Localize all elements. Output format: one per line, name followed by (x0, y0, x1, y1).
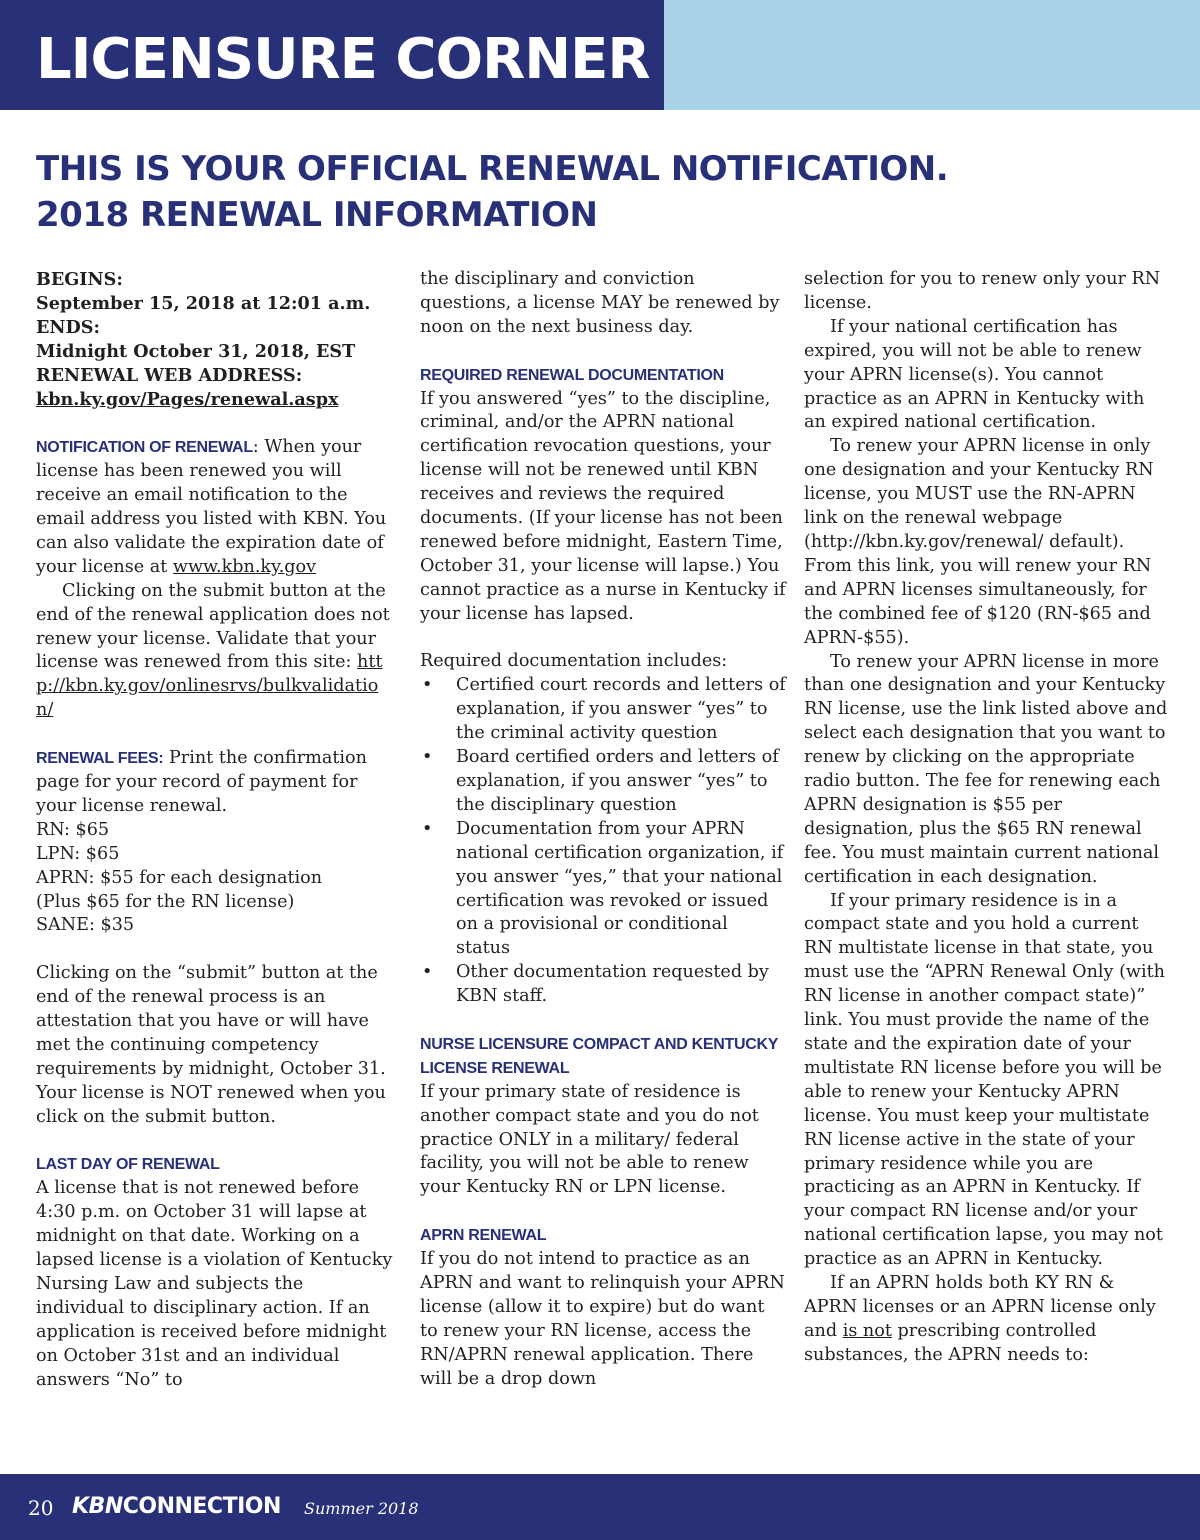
begins-label: BEGINS: (36, 269, 123, 290)
submit-paragraph (36, 580, 394, 723)
expired-certification-paragraph: If your national certification has expired, you will not be able to renew your APRN license(s). You cannot practice as an APRN in Kentucky with an expired national certification. (804, 316, 1145, 433)
aprn-renewal-paragraph: If you do not intend to practice as an APRN and want to relinquish your APRN license (allow it to expire) but do want to renew your RN license, access the RN/APRN renewal application. There will be a drop down (420, 1249, 785, 1389)
page-number: 20 (28, 1496, 54, 1520)
submit-text: Clicking on the submit button at the end of the renewal application does not renew your license. Validate that your license was renewed from this site: (36, 580, 390, 673)
prescribing-text-a: If an APRN holds both KY RN & APRN licenses or an APRN license only and (804, 1273, 1156, 1341)
nurse-licensure-compact-paragraph: If your primary state of residence is another compact state and you do not practice ONLY in a military/ federal facility, you will not be able to renew your Kentucky RN or LPN license. (420, 1081, 759, 1198)
bulk-validation-link[interactable]: http://kbn.ky.gov/onlinesrvs/bulkvalidation/ (36, 652, 383, 721)
documentation-includes: Required documentation includes: (420, 651, 728, 672)
continued-paragraph: the disciplinary and conviction questions, a license MAY be renewed by noon on the next business day. (420, 269, 780, 337)
fee-sane: SANE: $35 (36, 915, 135, 936)
required-documentation-heading: REQUIRED RENEWAL DOCUMENTATION (420, 366, 724, 384)
logo-kbn: KBN (72, 1494, 123, 1519)
fee-lpn: LPN: $65 (36, 843, 120, 864)
prescribing-emphasis: is not (842, 1320, 892, 1341)
logo-connection: CONNECTION (122, 1494, 281, 1519)
last-day-paragraph: A license that is not renewed before 4:30 p.m. on October 31 will lapse at midnight on that date. Working on a lapsed license is a violation of Kentucky Nursing Law and subjects the individual to disciplinary action. If an application is received before midnight on October 31st and an individual answers “No” to (36, 1178, 393, 1390)
notification-paragraph (36, 436, 394, 579)
list-item: • Documentation from your APRN national certification organization, if you answer “yes,” that your national certification was revoked or issued on a provisional or conditional status (420, 818, 786, 961)
list-item: • Board certified orders and letters of explanation, if you answer “yes” to the disciplinary question (420, 746, 786, 818)
headline-line1: THIS IS YOUR OFFICIAL RENEWAL NOTIFICATION. (36, 149, 949, 189)
ends-value: Midnight October 31, 2018, EST (36, 340, 356, 362)
last-day-heading: LAST DAY OF RENEWAL (36, 1156, 220, 1174)
notification-text: : When your license has been renewed you will receive an email notification to the email address you listed with KBN. You can also validate the expiration date of your license at (36, 437, 387, 577)
banner-accent (664, 0, 1200, 110)
page-footer (0, 1474, 1200, 1540)
continued-paragraph: selection for you to renew only your RN license. (804, 269, 1161, 313)
begins-value: September 15, 2018 at 12:01 a.m. (36, 292, 371, 314)
web-address-label: RENEWAL WEB ADDRESS: (36, 364, 303, 386)
kbn-website-link[interactable]: www.kbn.ky.gov (172, 556, 317, 577)
documentation-list (420, 674, 786, 1009)
prescribing-paragraph (804, 1272, 1170, 1368)
list-item: • Certified court records and letters of explanation, if you answer “yes” to the criminal activity question (420, 674, 786, 746)
column-1 (36, 268, 394, 1393)
required-documentation-paragraph: If you answered “yes” to the discipline, criminal, and/or the APRN national certification revocation questions, your license will not be renewed until KBN receives and reviews the required documents. (If your license has not been renewed before midnight, Eastern Time, October 31, your license will lapse.) You cannot practice as a nurse in Kentucky if your license has lapsed. (420, 388, 786, 624)
fee-rn: RN: $65 (36, 819, 110, 840)
section-banner (0, 0, 664, 110)
compact-state-paragraph: If your primary residence is in a compact state and you hold a current RN multistate license in that state, you must use the “APRN Renewal Only (with RN license in another compact state)” link. You must provide the name of the state and the expiration date of your multistate RN license before you will be able to renew your Kentucky APRN license. You must keep your multistate RN license active in the state of your primary residence while you are practicing as an APRN in Kentucky. If your compact RN license and/or your national certification lapse, you may not practice as an APRN in Kentucky. (804, 890, 1166, 1270)
column-2 (420, 268, 786, 1392)
page-headline (36, 146, 948, 238)
one-designation-paragraph: To renew your APRN license in only one designation and your Kentucky RN license, you MUST use the RN-APRN link on the renewal webpage (http://kbn.ky.gov/renewal/ default). From this link, you will renew your RN and APRN licenses simultaneously, for the combined fee of $120 (RN-$65 and APRN-$55). (804, 436, 1154, 648)
publication-logo (72, 1494, 281, 1520)
headline-line2: 2018 RENEWAL INFORMATION (36, 195, 598, 235)
fees-heading: RENEWAL FEES: (36, 750, 164, 768)
nurse-licensure-compact-heading: NURSE LICENSURE COMPACT AND KENTUCKY LICENSE RENEWAL (420, 1035, 778, 1077)
fee-aprn-note: (Plus $65 for the RN license) (36, 891, 295, 912)
prescribing-text-b: prescribing controlled substances, the APRN needs to: (804, 1320, 1097, 1365)
issue-label: Summer 2018 (304, 1499, 419, 1518)
ends-label: ENDS: (36, 316, 100, 338)
list-item: • Other documentation requested by KBN staff. (420, 961, 786, 1009)
section-title: LICENSURE CORNER (36, 27, 650, 92)
renewal-web-link[interactable]: kbn.ky.gov/Pages/renewal.aspx (36, 388, 339, 410)
multiple-designation-paragraph: To renew your APRN license in more than one designation and your Kentucky RN license, use the link listed above and select each designation that you want to renew by clicking on the appropriate radio button. The fee for renewing each APRN designation is $55 per designation, plus the $65 RN renewal fee. You must maintain current national certification in each designation. (804, 651, 1168, 887)
fee-aprn: APRN: $55 for each designation (36, 867, 323, 888)
fees-text: Print the confirmation page for your record of payment for your license renewal. (36, 748, 367, 816)
notification-heading: NOTIFICATION OF RENEWAL (36, 439, 253, 457)
fees-paragraph (36, 747, 394, 819)
aprn-renewal-heading: APRN RENEWAL (420, 1227, 547, 1245)
column-3 (804, 268, 1170, 1368)
attestation-paragraph: Clicking on the “submit” button at the end of the renewal process is an attestation that you have or will have met the continuing competency requirements by midnight, October 31. Your license is NOT renewed when you click on the submit button. (36, 963, 386, 1127)
